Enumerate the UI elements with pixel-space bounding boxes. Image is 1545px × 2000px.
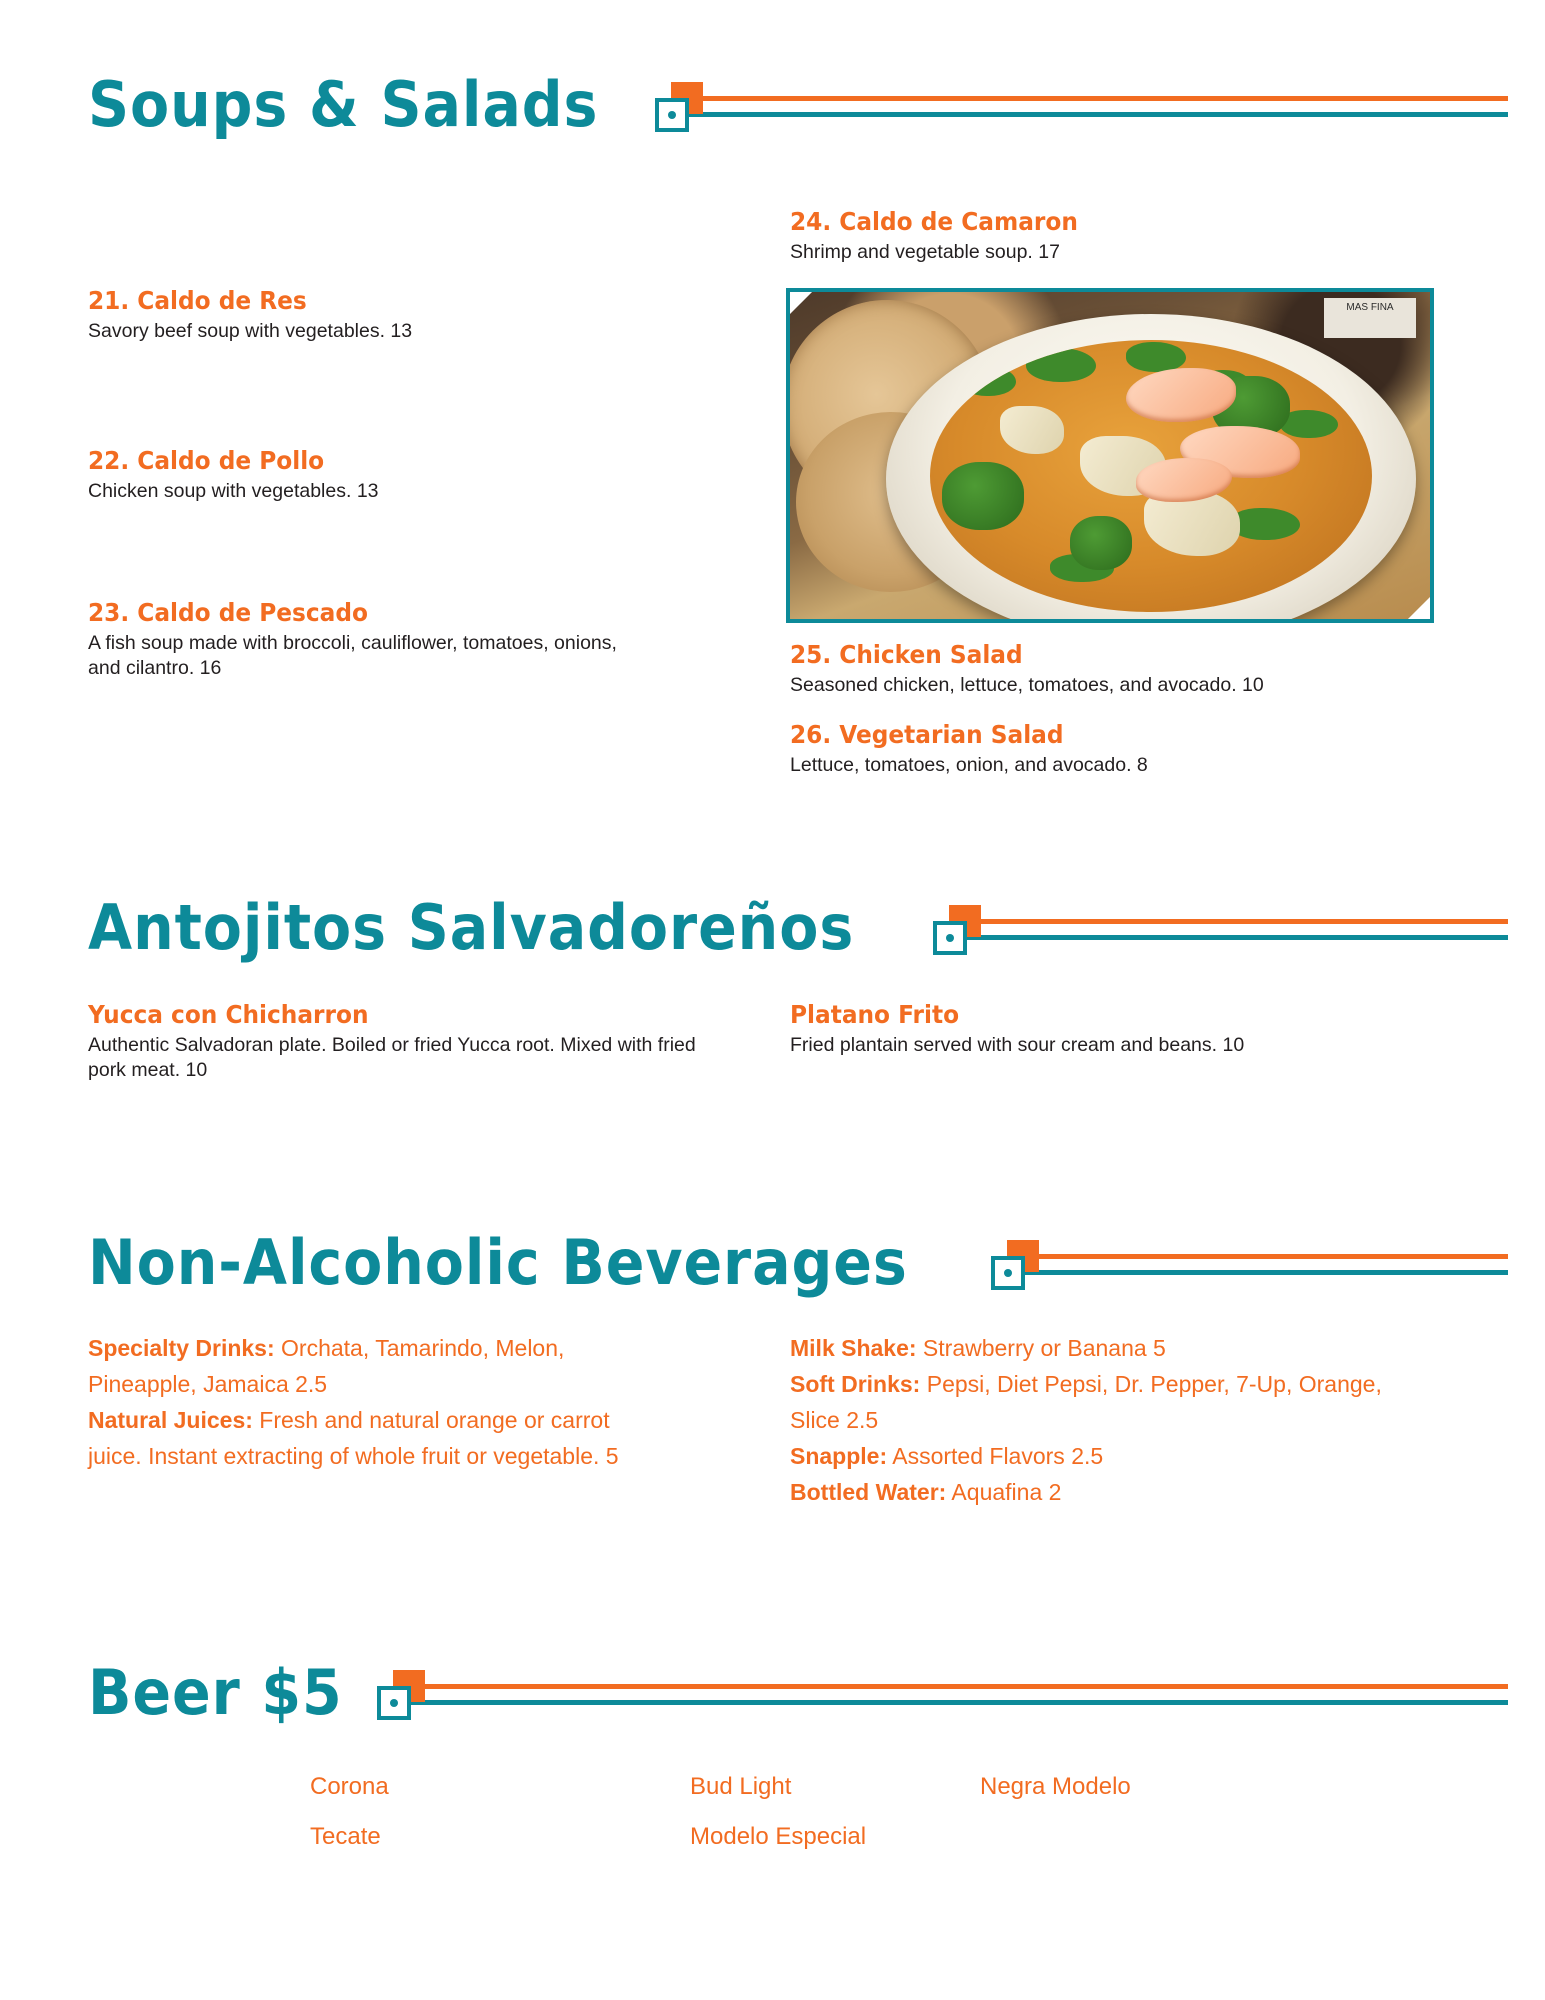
- beverage-line: [790, 1330, 1410, 1366]
- beer-item: Negra Modelo: [980, 1773, 1131, 1800]
- item-description: Savory beef soup with vegetables. 13: [88, 320, 413, 342]
- beer-item: Bud Light: [690, 1773, 792, 1800]
- beverage-value: Orchata, Tamarindo, Melon, Pineapple, Jamaica 2.5: [88, 1335, 565, 1397]
- section-header-soups: [88, 52, 1508, 141]
- item-description: Lettuce, tomatoes, onion, and avocado. 8: [790, 754, 1148, 776]
- item-description: Authentic Salvadoran plate. Boiled or fried Yucca root. Mixed with fried pork meat. 10: [88, 1034, 696, 1081]
- beverage-line: [790, 1474, 1410, 1510]
- item-description: Chicken soup with vegetables. 13: [88, 480, 379, 502]
- rule-teal: [967, 935, 1508, 940]
- section-title-beverages: Non-Alcoholic Beverages: [88, 1226, 908, 1299]
- item-description: Shrimp and vegetable soup. 17: [790, 241, 1060, 263]
- dot-icon: [390, 1699, 398, 1707]
- beverage-value: Assorted Flavors 2.5: [887, 1443, 1104, 1469]
- item-name: 26. Vegetarian Salad: [790, 720, 1064, 749]
- beverage-line: [790, 1438, 1410, 1474]
- beverage-line: [88, 1330, 648, 1402]
- section-header-beverages: [88, 1210, 1508, 1299]
- rule-orange: [411, 1684, 1508, 1689]
- item-name: 24. Caldo de Camaron: [790, 207, 1078, 236]
- soup-photo: [786, 288, 1434, 623]
- section-header-antojitos: [88, 875, 1508, 964]
- header-rule-antojitos: [931, 899, 1508, 959]
- beverage-list-right: [790, 1330, 1410, 1510]
- broth-shape: [930, 340, 1372, 612]
- square-dot-icon: [989, 1240, 1045, 1292]
- menu-item: [88, 286, 618, 344]
- rule-orange: [1025, 1254, 1508, 1259]
- dot-icon: [668, 111, 676, 119]
- beverage-label: Snapple:: [790, 1443, 888, 1469]
- item-description: Seasoned chicken, lettuce, tomatoes, and avocado. 10: [790, 674, 1264, 696]
- beer-item: Tecate: [310, 1823, 381, 1850]
- beverage-line: [790, 1366, 1410, 1438]
- beverage-value: Pepsi, Diet Pepsi, Dr. Pepper, 7-Up, Orange, Slice 2.5: [790, 1371, 1382, 1433]
- menu-item: [88, 446, 618, 504]
- beverage-value: Strawberry or Banana 5: [916, 1335, 1166, 1361]
- rule-teal: [1025, 1270, 1508, 1275]
- section-title-soups: Soups & Salads: [88, 68, 599, 141]
- beer-list: [310, 1765, 1410, 1859]
- menu-item: [790, 720, 1450, 778]
- header-rule-soups: [653, 76, 1508, 136]
- item-name: 21. Caldo de Res: [88, 286, 307, 315]
- square-dot-icon: [653, 82, 709, 134]
- section-title-beer: Beer $5: [88, 1656, 343, 1729]
- beverage-label: Soft Drinks:: [790, 1371, 921, 1397]
- beverage-label: Natural Juices:: [88, 1407, 253, 1433]
- beverage-label: Bottled Water:: [790, 1479, 947, 1505]
- rule-teal: [411, 1700, 1508, 1705]
- section-title-antojitos: Antojitos Salvadoreños: [88, 891, 855, 964]
- menu-item: [790, 207, 1450, 265]
- beer-item: Modelo Especial: [690, 1823, 867, 1850]
- item-name: Yucca con Chicharron: [88, 1000, 369, 1029]
- header-rule-beer: [375, 1664, 1508, 1724]
- menu-item: [790, 1000, 1410, 1058]
- beer-item: [980, 1815, 1280, 1859]
- item-name: 22. Caldo de Pollo: [88, 446, 325, 475]
- beverage-label: Specialty Drinks:: [88, 1335, 275, 1361]
- rule-orange: [967, 919, 1508, 924]
- rule-orange: [689, 96, 1508, 101]
- item-description: A fish soup made with broccoli, cauliflower, tomatoes, onions, and cilantro. 16: [88, 632, 617, 679]
- beverage-value: Aquafina 2: [946, 1479, 1062, 1505]
- soup-photo-image: [790, 292, 1430, 619]
- dot-icon: [1004, 1269, 1012, 1277]
- rule-teal: [689, 112, 1508, 117]
- item-name: 25. Chicken Salad: [790, 640, 1023, 669]
- menu-item: [88, 598, 618, 681]
- item-name: Platano Frito: [790, 1000, 960, 1029]
- square-dot-icon: [931, 905, 987, 957]
- section-header-beer: [88, 1640, 1508, 1729]
- dot-icon: [946, 934, 954, 942]
- menu-item: [790, 640, 1450, 698]
- beverage-list-left: [88, 1330, 648, 1474]
- menu-item: [88, 1000, 708, 1083]
- beverage-value: Fresh and natural orange or carrot juice. Instant extracting of whole fruit or vegetable. 5: [88, 1407, 619, 1469]
- item-description: Fried plantain served with sour cream and beans. 10: [790, 1034, 1245, 1056]
- beverage-label: Milk Shake:: [790, 1335, 917, 1361]
- header-rule-beverages: [989, 1234, 1508, 1294]
- item-name: 23. Caldo de Pescado: [88, 598, 368, 627]
- beverage-line: [88, 1402, 648, 1474]
- bottle-label: MAS FINA: [1324, 298, 1416, 338]
- square-dot-icon: [375, 1670, 431, 1722]
- beer-item: Corona: [310, 1773, 389, 1800]
